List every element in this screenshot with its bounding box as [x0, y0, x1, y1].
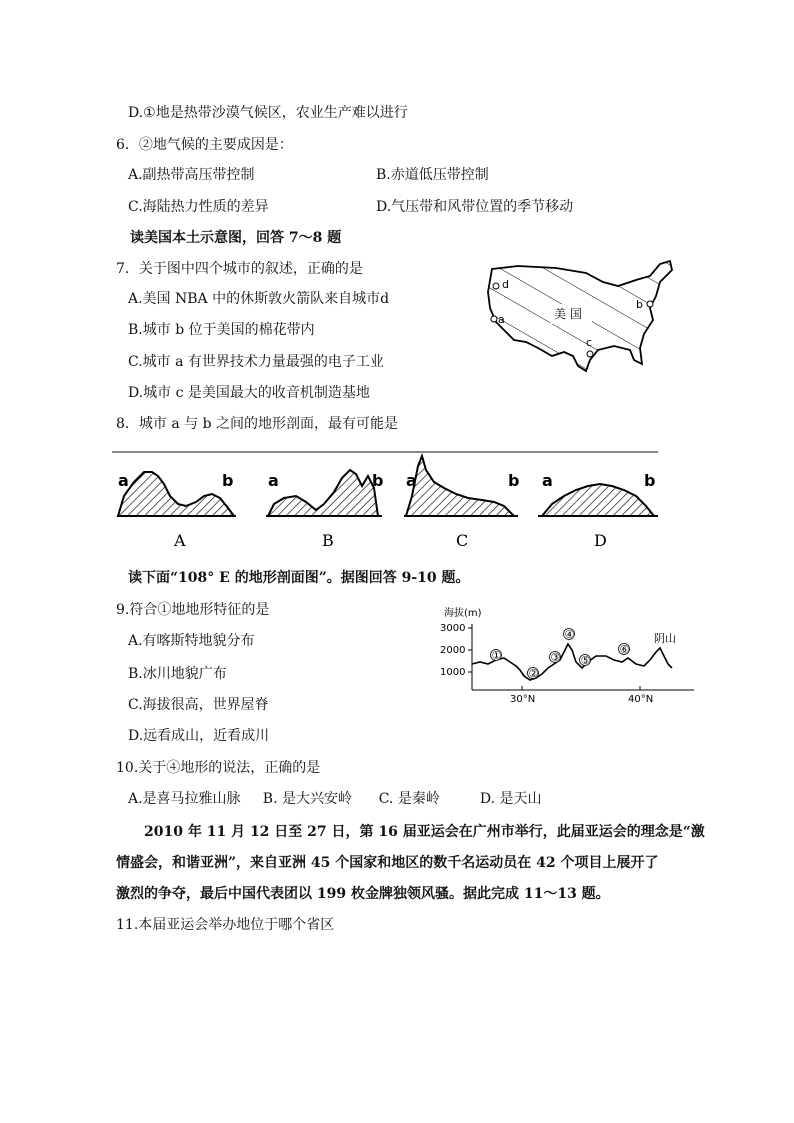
q7-option-a: A.美国 NBA 中的休斯敦火箭队来自城市d [128, 291, 390, 307]
svg-text:b: b [372, 471, 384, 490]
profile-letter-a: A [174, 531, 186, 550]
profile-panel-c [404, 456, 519, 550]
profile-mark-4: ④ [564, 628, 575, 641]
city-b-marker [647, 301, 653, 307]
q11-stem: 11.本届亚运会举办地位于哪个省区 [116, 917, 335, 933]
intro-7-8: 读美国本土示意图，回答 7～8 题 [130, 230, 342, 246]
q6-option-b: B.赤道低压带控制 [376, 167, 489, 183]
passage-line-1: 2010 年 11 月 12 日至 27 日，第 16 届亚运会在广州市举行，此届亚运会的理念是“激 [144, 824, 705, 840]
profile-xtick-30n: 30°N [510, 694, 536, 704]
passage-line-2: 情盛会，和谐亚洲”，来自亚洲 45 个国家和地区的数千名运动员在 42 个项目上展开了 [116, 855, 659, 871]
profile-letter-b: B [322, 531, 334, 550]
svg-text:3000: 3000 [440, 623, 466, 634]
profile-mark-3: ③ [550, 651, 561, 664]
svg-text:b: b [508, 471, 520, 490]
q9-option-a: A.有喀斯特地貌分布 [128, 633, 255, 649]
svg-text:1000: 1000 [440, 667, 466, 678]
profile-108e-line [472, 644, 672, 680]
city-c-marker [587, 351, 593, 357]
us-map-country-label: 美 国 [554, 307, 582, 321]
profile-panel-a [118, 471, 236, 550]
q9-option-b: B.冰川地貌广布 [128, 666, 227, 682]
profile-letter-d: D [594, 531, 607, 550]
svg-text:2000: 2000 [440, 645, 466, 656]
city-d-label: d [502, 278, 509, 291]
svg-text:b: b [222, 471, 234, 490]
q10-options: A.是喜马拉雅山脉 B. 是大兴安岭 C. 是秦岭 D. 是天山 [128, 791, 542, 807]
q7-option-c: C.城市 a 有世界技术力量最强的电子工业 [128, 354, 384, 370]
svg-text:a: a [542, 471, 553, 490]
q6-option-a: A.副热带高压带控制 [128, 167, 255, 183]
q7-option-b: B.城市 b 位于美国的棉花带内 [128, 322, 315, 338]
city-b-label: b [636, 298, 643, 311]
profile-panel-d [538, 471, 658, 550]
profile-xtick-40n: 40°N [628, 694, 654, 704]
svg-text:a: a [268, 471, 279, 490]
svg-text:a: a [406, 471, 417, 490]
profile-mark-6: ⑥ [619, 643, 630, 656]
city-c-label: c [586, 336, 593, 349]
profile-mark-5: ⑤ [580, 654, 591, 667]
profile-yinshan-label: 阴山 [654, 632, 676, 645]
q6-option-c: C.海陆热力性质的差异 [128, 199, 269, 215]
profile-108e-figure [438, 604, 698, 704]
passage-line-3: 激烈的争夺，最后中国代表团以 199 枚金牌独领风骚。据此完成 11～13 题。 [116, 886, 610, 902]
q6-option-d: D.气压带和风带位置的季节移动 [376, 199, 574, 215]
profile-letter-c: C [456, 531, 469, 550]
q6-stem: 6．②地气候的主要成因是： [116, 137, 293, 153]
q9-option-d: D.远看成山，近看成川 [128, 728, 270, 744]
terrain-profile-options [112, 446, 660, 554]
city-a-marker [491, 316, 497, 322]
profile-panel-b [266, 470, 383, 550]
q9-option-c: C.海拔很高，世界屋脊 [128, 697, 269, 713]
profile-mark-2: ② [528, 667, 539, 680]
q9-stem: 9.符合①地地形特征的是 [116, 602, 270, 618]
profile-ylabel: 海拔(m) [444, 608, 482, 619]
q5-option-d: D.①地是热带沙漠气候区，农业生产难以进行 [128, 105, 408, 121]
city-d-marker [493, 283, 499, 289]
q10-stem: 10.关于④地形的说法，正确的是 [116, 760, 321, 776]
intro-9-10: 读下面“108° E 的地形剖面图”。据图回答 9-10 题。 [128, 570, 470, 586]
profile-mark-1: ① [491, 649, 502, 662]
city-a-label: a [498, 313, 505, 326]
us-map-figure [478, 256, 676, 382]
q7-option-d: D.城市 c 是美国最大的收音机制造基地 [128, 385, 370, 401]
q8-stem: 8．城市 a 与 b 之间的地形剖面，最有可能是 [116, 416, 399, 432]
q7-stem: 7．关于图中四个城市的叙述，正确的是 [116, 261, 363, 277]
svg-text:a: a [118, 471, 129, 490]
svg-text:b: b [644, 471, 656, 490]
